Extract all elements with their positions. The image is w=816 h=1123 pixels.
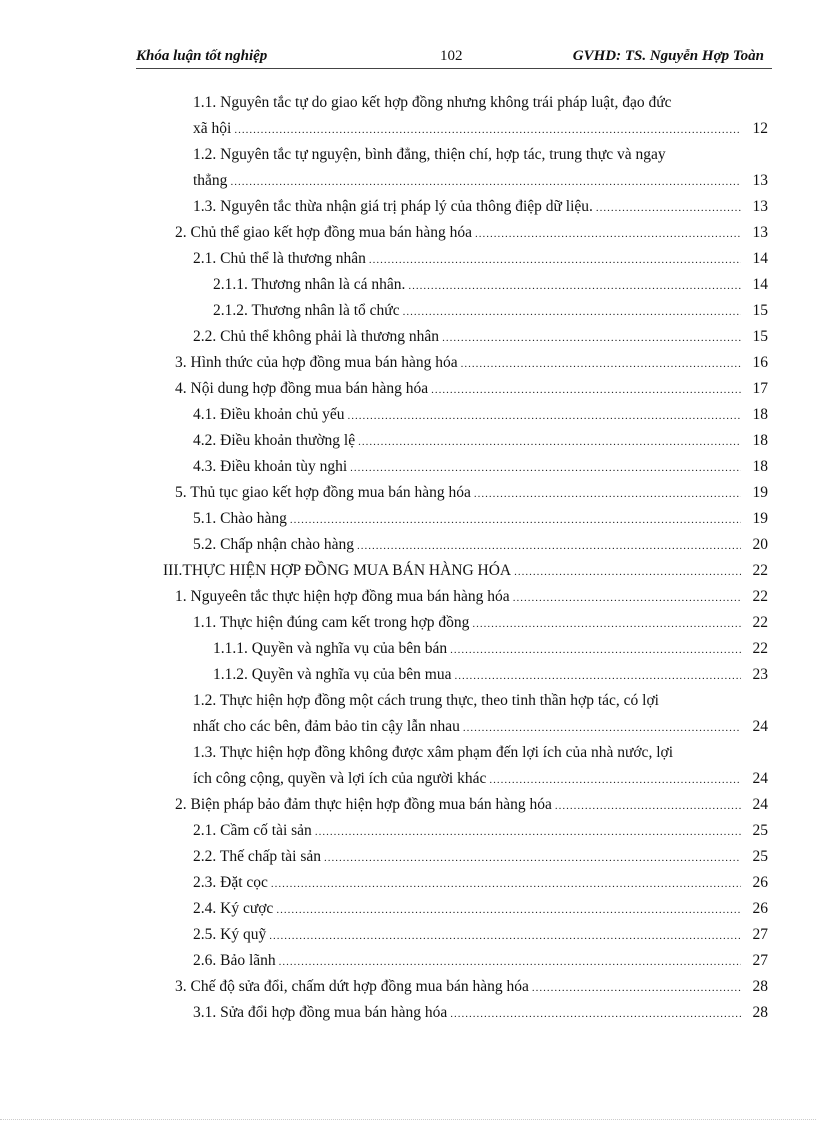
toc-entry[interactable]: [193, 614, 768, 636]
toc-entry-title-line: 1.3. Thực hiện hợp đồng không được xâm phạm đến lợi ích của nhà nước, lợi: [193, 744, 674, 761]
toc-page-number: 28: [752, 1004, 768, 1021]
toc-entry-title: 1.1. Thực hiện đúng cam kết trong hợp đồng: [193, 614, 470, 631]
dot-leader: [350, 462, 741, 474]
toc-entry-title: 4.2. Điều khoản thường lệ: [193, 432, 356, 449]
toc-entry-title: 2. Biện pháp bảo đảm thực hiện hợp đồng mua bán hàng hóa: [175, 796, 552, 813]
toc-page-number: 17: [752, 380, 768, 397]
dot-leader: [230, 176, 741, 188]
header-page-number: 102: [440, 48, 463, 64]
toc-page-number: 12: [752, 120, 768, 137]
dot-leader: [408, 280, 741, 292]
toc-entry[interactable]: [193, 952, 768, 974]
dot-leader: [276, 904, 741, 916]
toc-page-number: 20: [752, 536, 768, 553]
toc-entry-title: 2.2. Chủ thể không phải là thương nhân: [193, 328, 440, 345]
header-rule: [136, 68, 772, 69]
toc-entry[interactable]: [193, 250, 768, 272]
toc-page-number: 22: [752, 614, 768, 631]
toc-entry[interactable]: [175, 588, 768, 610]
toc-page-number: 24: [752, 718, 768, 735]
toc-page-number: 13: [752, 172, 768, 189]
toc-entry-title: 2.5. Ký quỹ: [193, 926, 267, 943]
dot-leader: [450, 644, 741, 656]
dot-leader: [472, 618, 741, 630]
toc-entry-title: 2.2. Thế chấp tài sản: [193, 848, 321, 865]
toc-entry-title: 3. Chế độ sửa đổi, chấm dứt hợp đồng mua bán hàng hóa: [175, 978, 529, 995]
toc-page-number: 28: [752, 978, 768, 995]
toc-entry[interactable]: [175, 354, 768, 376]
dot-leader: [271, 878, 741, 890]
dot-leader: [450, 1008, 741, 1020]
toc-page-number: 19: [752, 510, 768, 527]
toc-entry[interactable]: [175, 796, 768, 818]
toc-page-number: 22: [752, 588, 768, 605]
toc-entry-title: 2.1.1. Thương nhân là cá nhân.: [213, 276, 406, 293]
toc-page-number: 27: [752, 926, 768, 943]
dot-leader: [369, 254, 741, 266]
toc-page-number: 15: [752, 302, 768, 319]
toc-entry[interactable]: [193, 926, 768, 948]
dot-leader: [279, 956, 741, 968]
toc-entry[interactable]: [193, 822, 768, 844]
toc-page-number: 22: [752, 640, 768, 657]
toc-entry-title: III.THỰC HIỆN HỢP ĐỒNG MUA BÁN HÀNG HÓA: [163, 562, 512, 579]
toc-page-number: 23: [752, 666, 768, 683]
toc-entry[interactable]: [193, 120, 768, 142]
dot-leader: [474, 488, 741, 500]
dot-leader: [442, 332, 741, 344]
dot-leader: [513, 592, 741, 604]
dot-leader: [489, 774, 741, 786]
toc-page-number: 27: [752, 952, 768, 969]
toc-entry[interactable]: [213, 640, 768, 662]
toc-entry-title: 2.3. Đặt cọc: [193, 874, 268, 891]
toc-entry-title: 4.3. Điều khoản tùy nghi: [193, 458, 348, 475]
header-thesis-title: Khóa luận tốt nghiệp: [136, 48, 268, 64]
dot-leader: [357, 540, 741, 552]
dot-leader: [358, 436, 741, 448]
toc-page-number: 18: [752, 432, 768, 449]
toc-entry[interactable]: [193, 432, 768, 454]
toc-entry-title: 4.1. Điều khoản chủ yếu: [193, 406, 345, 423]
toc-entry-title: 2.6. Bảo lãnh: [193, 952, 276, 969]
toc-entry[interactable]: [175, 484, 768, 506]
dot-leader: [431, 384, 741, 396]
toc-page-number: 19: [752, 484, 768, 501]
toc-entry-title: xã hội: [193, 120, 232, 137]
page-bottom-edge: [0, 1119, 816, 1120]
toc-entry-title: ích công cộng, quyền và lợi ích của người khác: [193, 770, 487, 787]
toc-page-number: 16: [752, 354, 768, 371]
toc-entry-title: 2.4. Ký cược: [193, 900, 274, 917]
toc-page-number: 24: [752, 796, 768, 813]
toc-page-number: 13: [752, 224, 768, 241]
toc-entry[interactable]: [213, 302, 768, 324]
toc-entry[interactable]: [213, 276, 768, 298]
toc-entry[interactable]: [163, 562, 768, 584]
toc-entry-title: 3.1. Sửa đổi hợp đồng mua bán hàng hóa: [193, 1004, 448, 1021]
dot-leader: [403, 306, 741, 318]
dot-leader: [234, 124, 741, 136]
toc-entry-title: 2.1. Chủ thể là thương nhân: [193, 250, 366, 267]
toc-entry[interactable]: [193, 172, 768, 194]
toc-entry[interactable]: [193, 1004, 768, 1026]
toc-entry[interactable]: [193, 458, 768, 480]
toc-page-number: 18: [752, 458, 768, 475]
dot-leader: [532, 982, 741, 994]
toc-entry[interactable]: [175, 224, 768, 246]
toc-entry[interactable]: [193, 198, 768, 220]
dot-leader: [555, 800, 741, 812]
toc-entry-title: 1.1.1. Quyền và nghĩa vụ của bên bán: [213, 640, 448, 657]
toc-entry-title: 1. Nguyeên tắc thực hiện hợp đồng mua bán hàng hóa: [175, 588, 510, 605]
dot-leader: [461, 358, 741, 370]
toc-page-number: 14: [752, 276, 768, 293]
dot-leader: [348, 410, 741, 422]
toc-entry-title: 3. Hình thức của hợp đồng mua bán hàng hóa: [175, 354, 458, 371]
toc-entry[interactable]: [193, 874, 768, 896]
toc-entry-title-line: 1.1. Nguyên tắc tự do giao kết hợp đồng nhưng không trái pháp luật, đạo đức: [193, 94, 672, 111]
toc-entry[interactable]: [193, 770, 768, 792]
toc-entry-title-line: 1.2. Nguyên tắc tự nguyện, bình đẳng, thiện chí, hợp tác, trung thực và ngay: [193, 146, 666, 163]
toc-page-number: 14: [752, 250, 768, 267]
toc-page-number: 22: [752, 562, 768, 579]
toc-entry-title: 5.1. Chào hàng: [193, 510, 287, 527]
dot-leader: [596, 202, 741, 214]
dot-leader: [454, 670, 741, 682]
toc-entry[interactable]: [193, 328, 768, 350]
toc-page-number: 26: [752, 874, 768, 891]
toc-page-number: 26: [752, 900, 768, 917]
dot-leader: [315, 826, 741, 838]
toc-entry-title: 4. Nội dung hợp đồng mua bán hàng hóa: [175, 380, 429, 397]
dot-leader: [475, 228, 741, 240]
toc-page-number: 25: [752, 822, 768, 839]
toc-page-number: 24: [752, 770, 768, 787]
toc-entry-title: thẳng: [193, 172, 228, 189]
toc-page-number: 15: [752, 328, 768, 345]
toc-entry-title: 2. Chủ thể giao kết hợp đồng mua bán hàng hóa: [175, 224, 473, 241]
toc-entry[interactable]: [193, 510, 768, 532]
toc-entry[interactable]: [193, 848, 768, 870]
toc-entry[interactable]: [175, 978, 768, 1000]
toc-entry[interactable]: [213, 666, 768, 688]
dot-leader: [290, 514, 741, 526]
header-advisor: GVHD: TS. Nguyễn Hợp Toàn: [572, 48, 764, 64]
toc-entry[interactable]: [193, 536, 768, 558]
dot-leader: [269, 930, 741, 942]
toc-entry-title: 1.3. Nguyên tắc thừa nhận giá trị pháp lý của thông điệp dữ liệu.: [193, 198, 593, 215]
toc-entry-title: 5. Thủ tục giao kết hợp đồng mua bán hàng hóa: [175, 484, 471, 501]
toc-entry[interactable]: [193, 900, 768, 922]
toc-entry-title: 5.2. Chấp nhận chào hàng: [193, 536, 354, 553]
dot-leader: [463, 722, 741, 734]
toc-entry-title-line: 1.2. Thực hiện hợp đồng một cách trung thực, theo tinh thần hợp tác, có lợi: [193, 692, 659, 709]
toc-entry-title: 2.1. Cầm cố tài sản: [193, 822, 312, 839]
toc-entry-title: 1.1.2. Quyền và nghĩa vụ của bên mua: [213, 666, 452, 683]
toc-entry[interactable]: [193, 406, 768, 428]
toc-entry-title: nhất cho các bên, đảm bảo tin cậy lẫn nhau: [193, 718, 460, 735]
toc-page-number: 25: [752, 848, 768, 865]
toc-page-number: 18: [752, 406, 768, 423]
dot-leader: [324, 852, 741, 864]
dot-leader: [514, 566, 741, 578]
toc-entry[interactable]: [193, 718, 768, 740]
page-header: [136, 48, 764, 70]
toc-page-number: 13: [752, 198, 768, 215]
toc-entry-title: 2.1.2. Thương nhân là tổ chức: [213, 302, 400, 319]
toc-entry[interactable]: [175, 380, 768, 402]
